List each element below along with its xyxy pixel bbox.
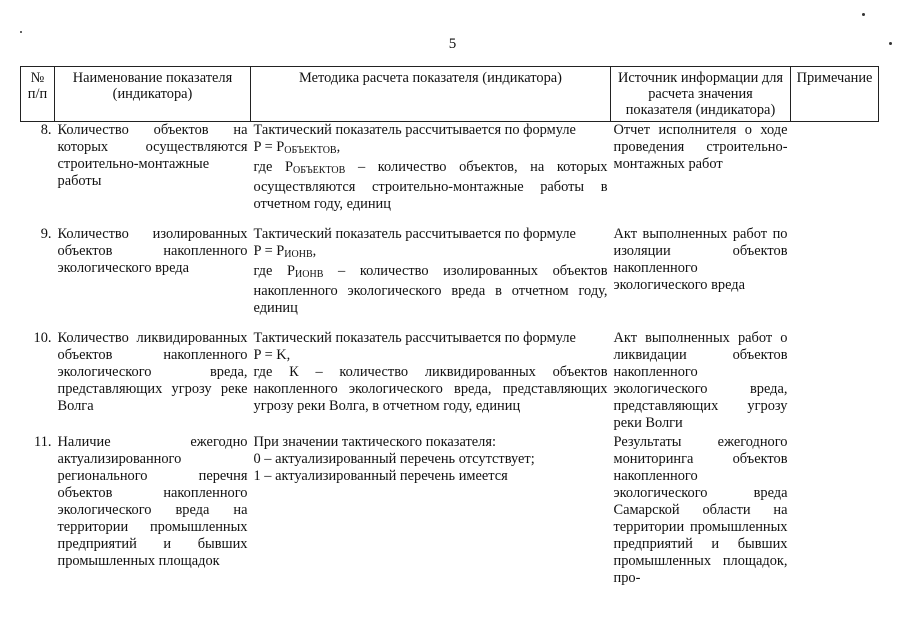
formula-definition: где $P_{ИОНВ}$ – количество изолированных объектов накопленного экологического вреда в отчетном году, единиц — [253, 262, 608, 316]
formula-definition: где $P_{ОБЪЕКТОВ}$ – количество объектов, на которых осуществляются строительно-монтажные работы в отчетном году, единиц — [253, 159, 608, 212]
method-intro: Тактический показатель рассчитывается по формуле — [253, 329, 576, 346]
calculation-method — [251, 330, 611, 434]
indicator-name: Наличие ежегодно актуализированного регионального перечня объектов накопленного экологического вреда на территории промышленных предприятий и бывших промышленных площадок — [57, 433, 248, 569]
formula: $P = P_{ИОНВ}$, — [253, 242, 317, 260]
table-row — [21, 226, 879, 330]
header-name: Наименование показателя (индикатора) — [55, 67, 251, 122]
calculation-method — [251, 434, 611, 587]
method-value-0: 0 – актуализированный перечень отсутствует; — [253, 450, 535, 467]
header-method: Методика расчета показателя (индикатора) — [251, 67, 611, 122]
method-intro: Тактический показатель рассчитывается по формуле — [253, 225, 576, 242]
indicators-table — [20, 66, 879, 587]
row-number: 9. — [40, 225, 52, 242]
formula-definition: где К – количество ликвидированных объектов накопленного экологического вреда, представляющих угрозу реки Волга, в отчетном году, единиц — [253, 363, 608, 414]
indicator-name: Количество объектов на которых осуществляются строительно-монтажные работы — [57, 122, 248, 189]
info-source: Акт выполненных работ о ликвидации объектов накопленного экологического вреда, представляющих угрозу реки Волги — [613, 329, 788, 431]
formula: $P = P_{ОБЪЕКТОВ}$, — [253, 139, 341, 156]
formula: P = K, — [253, 346, 291, 363]
header-num: № п/п — [21, 67, 55, 122]
scan-speck — [20, 31, 22, 33]
note — [791, 122, 879, 226]
row-number: 10. — [33, 329, 52, 346]
scan-speck — [862, 13, 865, 16]
table-row — [21, 122, 879, 226]
row-number: 8. — [40, 122, 52, 138]
row-number: 11. — [34, 433, 52, 450]
table-row — [21, 434, 879, 587]
note — [791, 226, 879, 330]
page-number: 5 — [448, 36, 457, 52]
method-value-1: 1 – актуализированный перечень имеется — [253, 467, 508, 484]
note — [791, 330, 879, 434]
calculation-method — [251, 122, 611, 226]
header-source: Источник информации для расчета значения показателя (индикатора) — [611, 67, 791, 122]
method-intro: Тактический показатель рассчитывается по формуле — [253, 122, 576, 138]
table-header-row — [21, 67, 879, 122]
calculation-method — [251, 226, 611, 330]
info-source: Результаты ежегодного мониторинга объектов накопленного экологического вреда Самарской области на территории промышленных предприятий и бывших промышленных площадок, про- — [613, 433, 788, 586]
indicator-name: Количество изолированных объектов накопленного экологического вреда — [57, 225, 248, 276]
table-row — [21, 330, 879, 434]
note — [791, 434, 879, 587]
info-source: Отчет исполнителя о ходе проведения строительно-монтажных работ — [613, 122, 788, 172]
method-intro: При значении тактического показателя: — [253, 433, 496, 450]
header-note: Примечание — [791, 67, 879, 122]
indicator-name: Количество ликвидированных объектов накопленного экологического вреда, представляющих угрозу реке Волга — [57, 329, 248, 414]
info-source: Акт выполненных работ по изоляции объектов накопленного экологического вреда — [613, 225, 788, 293]
